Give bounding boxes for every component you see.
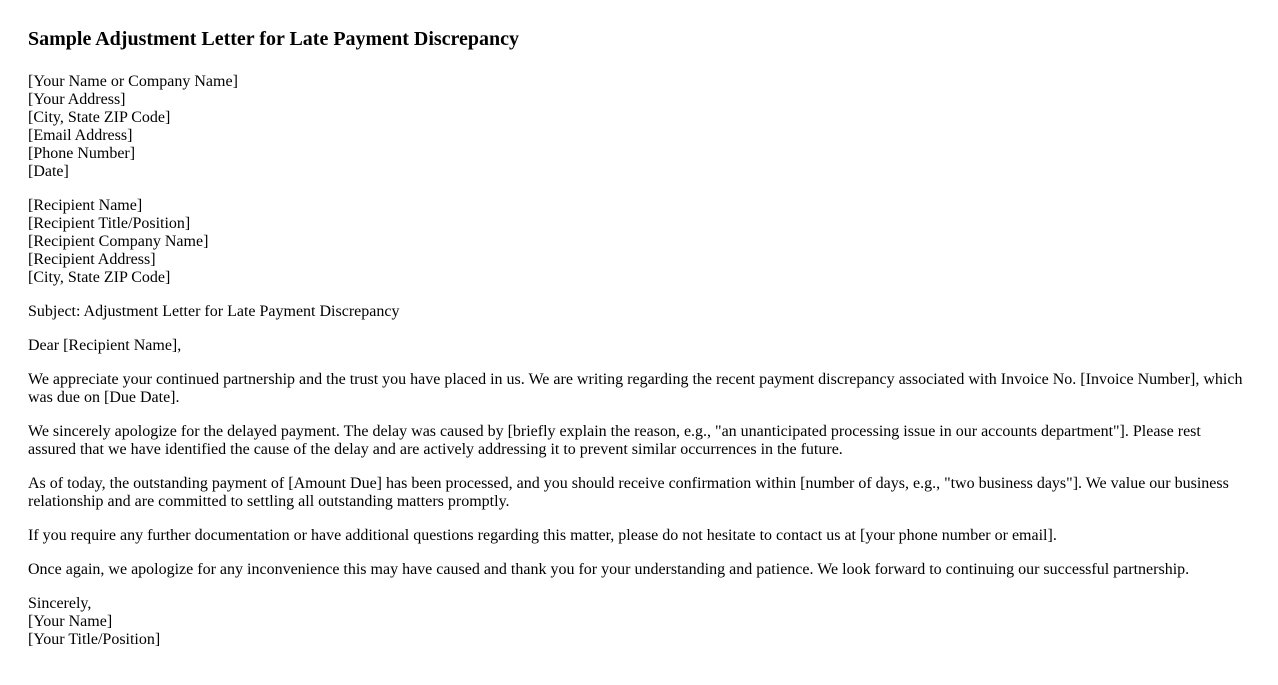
recipient-block: [Recipient Name] [Recipient Title/Position] [Recipient Company Name] [Recipient Address] [City, State ZIP Code] [28,197,209,286]
salutation: Dear [Recipient Name], [28,337,182,354]
body-paragraph-5: Once again, we apologize for any inconvenience this may have caused and thank you for your understanding and patience. We look forward to continuing our successful partnership. [28,561,1190,578]
letter-document [28,27,1248,649]
body-paragraph-3: As of today, the outstanding payment of [Amount Due] has been processed, and you should receive confirmation within [number of days, e.g., "two business days"]. We value our business relationship and are committed to settling all outstanding matters promptly. [28,475,1229,510]
body-paragraph-4: If you require any further documentation or have additional questions regarding this matter, please do not hesitate to contact us at [your phone number or email]. [28,527,1057,544]
sender-block: [Your Name or Company Name] [Your Address] [City, State ZIP Code] [Email Address] [Phone Number] [Date] [28,73,238,180]
page-title: Sample Adjustment Letter for Late Payment Discrepancy [28,28,520,50]
closing-block: Sincerely, [Your Name] [Your Title/Position] [28,595,161,648]
body-paragraph-2: We sincerely apologize for the delayed payment. The delay was caused by [briefly explain the reason, e.g., "an unanticipated processing issue in our accounts department"]. Please rest assured that we have identified the cause of the delay and are actively addressing it to prevent similar occurrences in the future. [28,423,1201,458]
body-paragraph-1: We appreciate your continued partnership and the trust you have placed in us. We are writing regarding the recent payment discrepancy associated with Invoice No. [Invoice Number], which was due on [Due Date]. [28,371,1243,406]
subject-line: Subject: Adjustment Letter for Late Payment Discrepancy [28,303,400,320]
